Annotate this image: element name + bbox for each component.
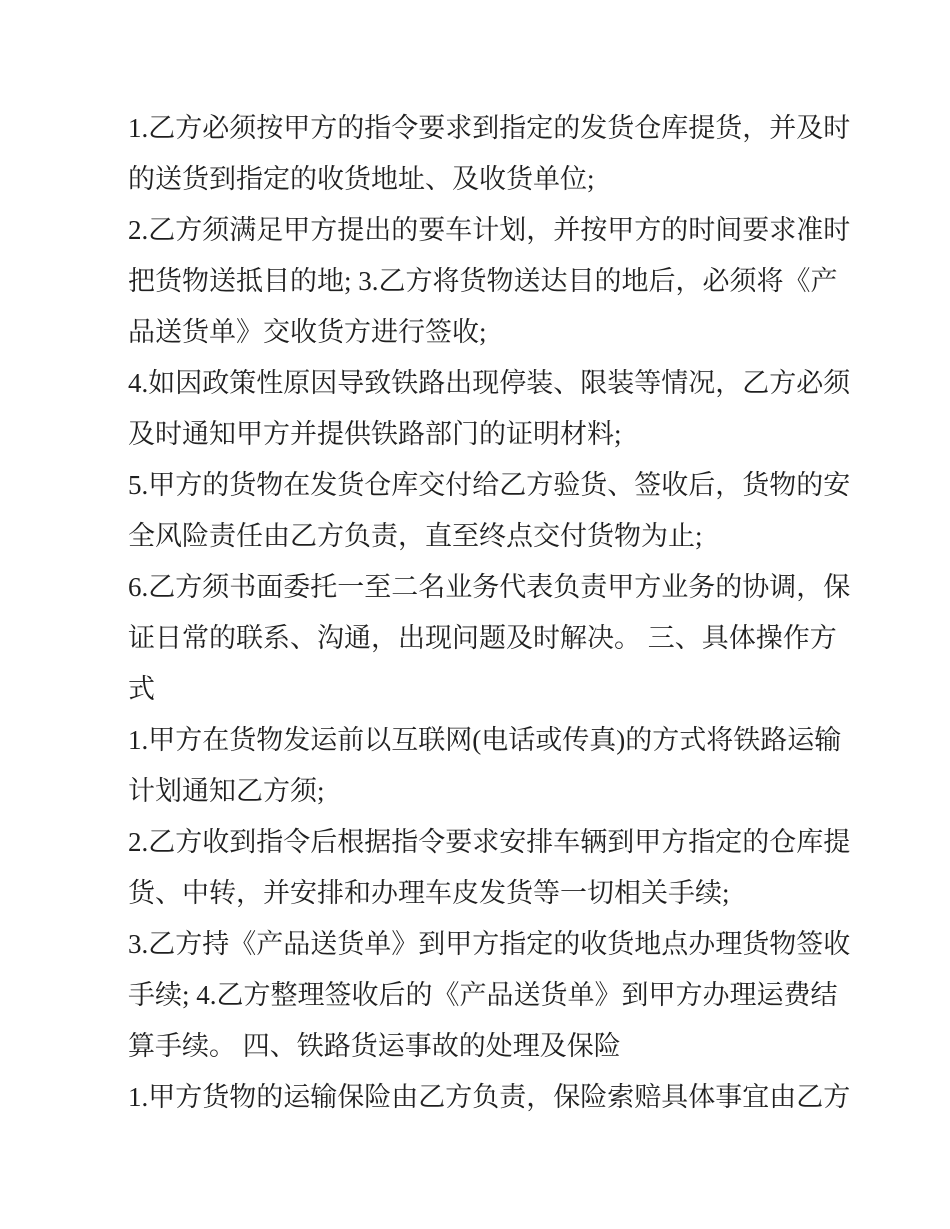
text-line: 式: [128, 674, 155, 704]
text-line: 4.如因政策性原因导致铁路出现停装、限装等情况，乙方必须: [128, 368, 851, 398]
text-line: 的送货到指定的收货地址、及收货单位;: [128, 164, 595, 194]
text-line: 证日常的联系、沟通，出现问题及时解决。 三、具体操作方: [128, 623, 837, 653]
text-line: 手续; 4.乙方整理签收后的《产品送货单》到甲方办理运费结: [128, 980, 838, 1010]
text-line: 6.乙方须书面委托一至二名业务代表负责甲方业务的协调，保: [128, 572, 851, 602]
text-line: 及时通知甲方并提供铁路部门的证明材料;: [128, 419, 622, 449]
text-line: 3.乙方持《产品送货单》到甲方指定的收货地点办理货物签收: [128, 929, 851, 959]
text-line: 计划通知乙方须;: [128, 776, 325, 806]
text-line: 品送货单》交收货方进行签收;: [128, 317, 487, 347]
document-text-block: [128, 103, 851, 1123]
text-line: 1.甲方货物的运输保险由乙方负责，保险索赔具体事宜由乙方: [128, 1082, 851, 1112]
text-line: 2.乙方收到指令后根据指令要求安排车辆到甲方指定的仓库提: [128, 827, 851, 857]
text-line: 1.甲方在货物发运前以互联网(电话或传真)的方式将铁路运输: [128, 725, 842, 755]
text-line: 全风险责任由乙方负责，直至终点交付货物为止;: [128, 521, 703, 551]
text-line: 1.乙方必须按甲方的指令要求到指定的发货仓库提货，并及时: [128, 113, 851, 143]
text-line: 2.乙方须满足甲方提出的要车计划，并按甲方的时间要求准时: [128, 215, 851, 245]
text-line: 把货物送抵目的地; 3.乙方将货物送达目的地后，必须将《产: [128, 266, 838, 296]
text-line: 算手续。 四、铁路货运事故的处理及保险: [128, 1031, 621, 1061]
text-line: 5.甲方的货物在发货仓库交付给乙方验货、签收后，货物的安: [128, 470, 851, 500]
text-line: 货、中转，并安排和办理车皮发货等一切相关手续;: [128, 878, 730, 908]
